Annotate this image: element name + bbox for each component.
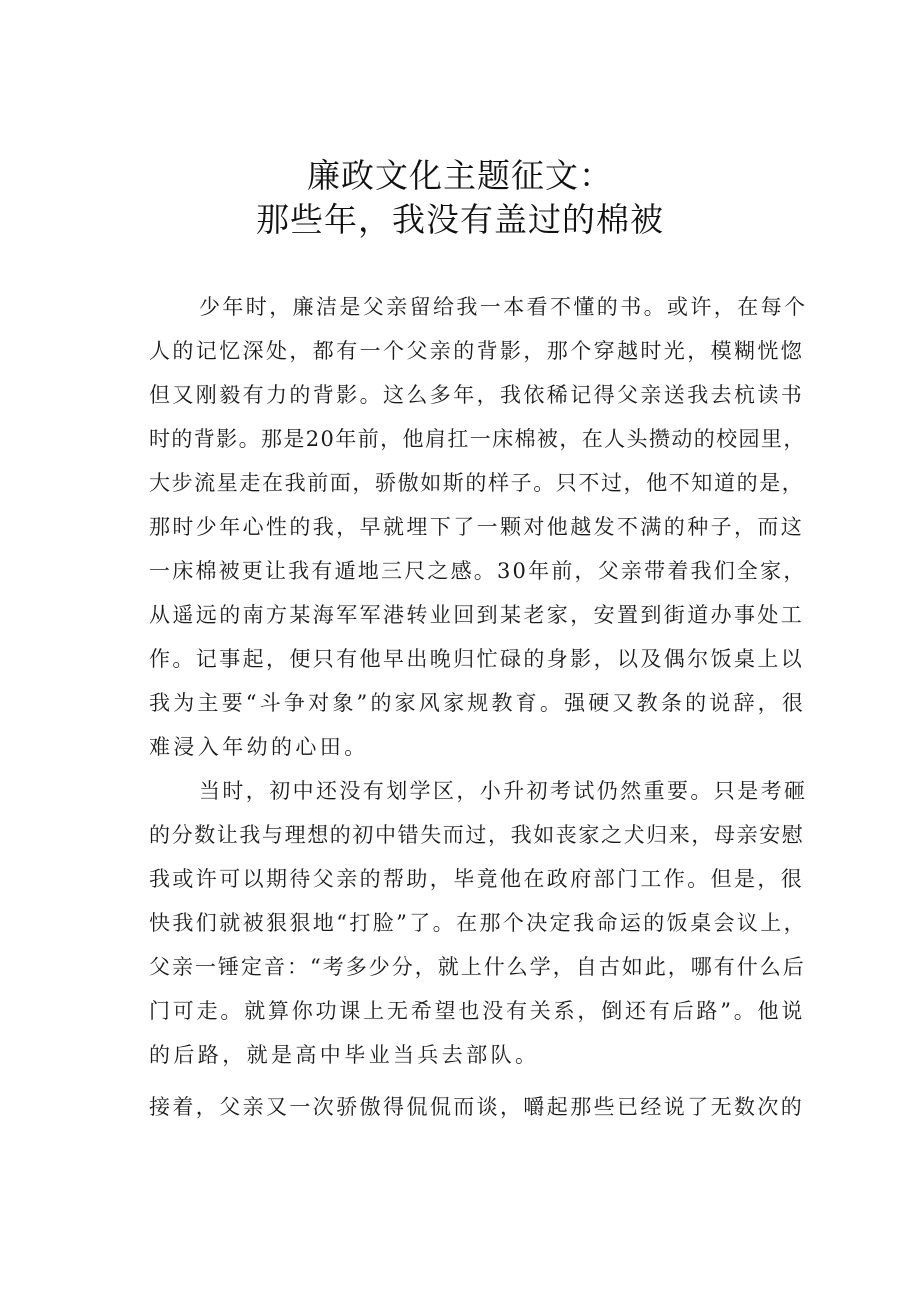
text-line: 的分数让我与理想的初中错失而过，我如丧家之犬归来，母亲安慰: [149, 823, 805, 847]
text-line: 但又刚毅有力的背影。这么多年，我依稀记得父亲送我去杭读书: [149, 383, 805, 407]
text-line: 难浸入年幼的心田。: [149, 735, 369, 759]
text-line: 作。记事起，便只有他早出晚归忙碌的身影，以及偶尔饭桌上以: [149, 647, 805, 671]
text-line: 少年时，廉洁是父亲留给我一本看不懂的书。或许，在每个: [199, 295, 808, 319]
text-line: 大步流星走在我前面，骄傲如斯的样子。只不过，他不知道的是，: [149, 471, 805, 495]
text-line: 父亲一锤定音：“考多少分，就上什么学，自古如此，哪有什么后: [149, 955, 806, 979]
document-title-line-2: 那些年，我没有盖过的棉被: [256, 200, 664, 239]
text-line: 门可走。就算你功课上无希望也没有关系，倒还有后路”。他说: [149, 999, 806, 1023]
text-line: 接着，父亲又一次骄傲得侃侃而谈，嚼起那些已经说了无数次的: [149, 1095, 805, 1119]
document-title-line-1: 廉政文化主题征文：: [307, 156, 613, 195]
text-line: 我或许可以期待父亲的帮助，毕竟他在政府部门工作。但是，很: [149, 867, 805, 891]
text-line: 从遥远的南方某海军军港转业回到某老家，安置到街道办事处工: [149, 603, 805, 627]
text-line: 那时少年心性的我，早就埋下了一颗对他越发不满的种子，而这: [149, 515, 805, 539]
text-line: 我为主要“斗争对象”的家风家规教育。强硬又教条的说辞，很: [149, 691, 807, 715]
text-line: 时的背影。那是20年前，他肩扛一床棉被，在人头攒动的校园里，: [149, 427, 806, 451]
text-line: 快我们就被狠狠地“打脸”了。在那个决定我命运的饭桌会议上，: [149, 911, 808, 935]
text-line: 当时，初中还没有划学区，小升初考试仍然重要。只是考砸: [199, 779, 808, 803]
text-line: 的后路，就是高中毕业当兵去部队。: [149, 1043, 540, 1067]
text-line: 人的记忆深处，都有一个父亲的背影，那个穿越时光，模糊恍惚: [149, 339, 805, 363]
text-line: 一床棉被更让我有遁地三尺之感。30年前，父亲带着我们全家，: [149, 559, 807, 583]
